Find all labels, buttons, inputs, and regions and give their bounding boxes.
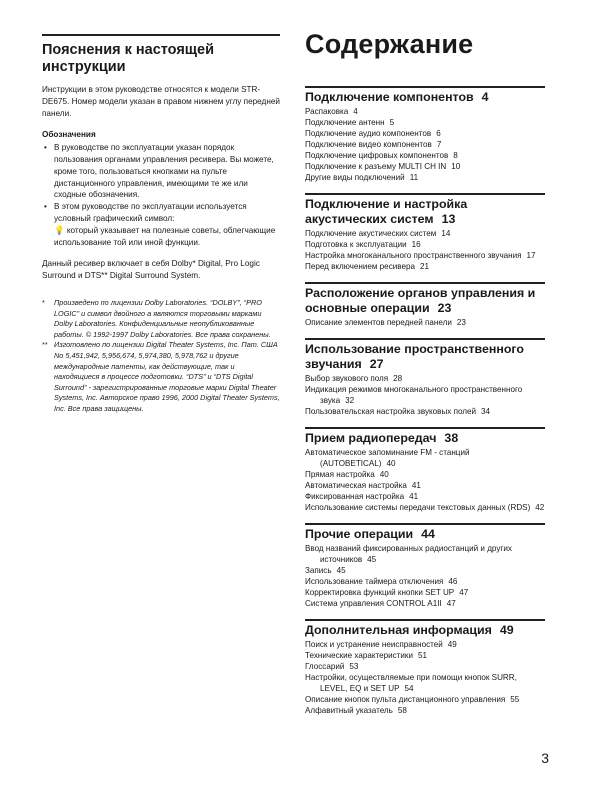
- toc-entry-text: Корректировка функций кнопки SET UP: [305, 588, 455, 597]
- section-rule: [305, 619, 545, 621]
- toc-entry: [305, 502, 545, 513]
- section-page-number: 13: [441, 212, 456, 226]
- toc-entry-text: Автоматическое запоминание FM - станций (AUTOBETICAL): [305, 448, 470, 468]
- convention-text: В руководстве по эксплуатации указан порядок пользования органами управления ресивера. Вы можете, кроме того, пользоваться кнопками на пульте дистанционного управления, имеющими те же или сходные обозначения.: [54, 143, 274, 200]
- left-title-rule: [42, 34, 280, 36]
- toc-entry-page: 5: [389, 118, 395, 127]
- section-title-text: Подключение компонентов: [305, 90, 474, 104]
- toc-entry-text: Другие виды подключений: [305, 173, 405, 182]
- footnote-text: Произведено по лицензии Dolby Laboratories. “DOLBY”, “PRO LOGIC” и символ двойного a являются торговыми марками Dolby Laboratories. Конфиденциальные неопубликованные работы. © 1992-1997 Dolby Laboratories. Все права сохранены.: [54, 297, 271, 339]
- section-rule: [305, 86, 545, 88]
- section-entries: [305, 228, 545, 272]
- toc-entry-page: 21: [419, 262, 429, 271]
- toc-entry-text: Система управления CONTROL A1II: [305, 599, 442, 608]
- section-title: [305, 286, 545, 316]
- toc-entry-text: Пользовательская настройка звуковых полей: [305, 407, 477, 416]
- convention-item: [42, 142, 280, 201]
- toc-section: [305, 338, 545, 417]
- toc-entry: [305, 261, 545, 272]
- convention-item: [42, 225, 280, 249]
- toc-entry-page: 6: [436, 129, 441, 138]
- toc-entry-page: 17: [526, 251, 536, 260]
- toc-entry-text: Поиск и устранение неисправностей: [305, 640, 443, 649]
- toc-entry-page: 7: [436, 140, 442, 149]
- toc-entry-text: Индикация режимов многоканального пространственного звука: [305, 385, 523, 405]
- toc-entry-page: 11: [409, 173, 419, 182]
- section-title-text: Расположение органов управления и основные операции: [305, 286, 536, 315]
- toc-entry-page: 41: [409, 492, 419, 501]
- section-rule: [305, 523, 545, 525]
- toc-entry-page: 28: [393, 374, 403, 383]
- toc-entry-text: Подключение видео компонентов: [305, 140, 432, 149]
- toc-entry-text: Запись: [305, 566, 332, 575]
- toc-entry: [305, 705, 545, 716]
- toc-section: [305, 193, 545, 272]
- section-title: [305, 527, 545, 542]
- footnote-mark: **: [42, 340, 48, 350]
- toc-entry: [305, 250, 545, 261]
- toc-entry: [305, 239, 545, 250]
- conventions-list: [42, 142, 280, 248]
- toc-entry: [305, 661, 545, 672]
- toc-entry-text: Использование таймера отключения: [305, 577, 444, 586]
- toc-entry-page: 16: [411, 240, 421, 249]
- section-page-number: 23: [437, 301, 452, 315]
- section-entries: [305, 543, 545, 609]
- toc-entry: [305, 694, 545, 705]
- toc-entry-text: Прямая настройка: [305, 470, 375, 479]
- section-entries: [305, 317, 545, 328]
- toc-entry-page: 41: [411, 481, 421, 490]
- toc-entry-page: 46: [448, 577, 458, 586]
- toc-entry: [305, 565, 545, 576]
- toc-entry-text: Подключение к разъему MULTI CH IN: [305, 162, 447, 171]
- toc-entry-page: 34: [481, 407, 491, 416]
- toc-entry-text: Технические характеристики: [305, 651, 413, 660]
- toc-entry: [305, 117, 545, 128]
- footnote-mark: *: [42, 297, 45, 307]
- section-title: [305, 431, 545, 446]
- toc-sections: [305, 86, 545, 716]
- toc-section: [305, 523, 545, 609]
- footnote-text: Изготовлено по лицензии Digital Theater Systems, Inc. Пат. США No 5,451,942, 5,956,674, 5,974,380, 5,978,762 и другие международные патенты, как действующие, так и находящиеся в процессе подготовки. “DTS” и “DTS Digital Surround” - зарегистрированные торговые марки Digital Theater Systems, Inc. Авторское право 1996, 2000 Digital Theater Systems, Inc. Все права защищены.: [54, 340, 280, 413]
- section-title: [305, 197, 545, 227]
- toc-entry: [305, 672, 545, 694]
- section-title-text: Дополнительная информация: [305, 623, 492, 637]
- left-title: Пояснения к настоящей инструкции: [42, 42, 215, 75]
- toc-entry-page: 32: [345, 396, 355, 405]
- footnote: [42, 340, 280, 414]
- section-title: [305, 90, 545, 105]
- toc-entry-page: 42: [535, 503, 545, 512]
- toc-entry-page: 47: [446, 599, 456, 608]
- toc-entry: [305, 469, 545, 480]
- toc-section: [305, 427, 545, 513]
- section-page-number: 4: [481, 90, 489, 104]
- toc-entry: [305, 480, 545, 491]
- section-page-number: 27: [369, 357, 384, 371]
- toc-entry-text: Настройка многоканального пространственного звучания: [305, 251, 522, 260]
- table-of-contents: [305, 24, 545, 726]
- footnote: [42, 298, 280, 340]
- toc-section: [305, 86, 545, 183]
- convention-text: который указывает на полезные советы, облегчающие использование той или иной функции.: [54, 225, 276, 247]
- toc-entry: [305, 447, 545, 469]
- tip-icon: 💡: [54, 224, 65, 235]
- intro-paragraph: Инструкции в этом руководстве относятся к модели STR-DE675. Номер модели указан в правом нижнем углу передней панели.: [42, 85, 280, 118]
- toc-entry: [305, 598, 545, 609]
- toc-entry: [305, 172, 545, 183]
- section-title-text: Прием радиопередач: [305, 431, 437, 445]
- toc-entry: [305, 650, 545, 661]
- toc-entry-page: 23: [456, 318, 466, 327]
- toc-entry-text: Подготовка к эксплуатации: [305, 240, 407, 249]
- section-rule: [305, 282, 545, 284]
- toc-entry-text: Перед включением ресивера: [305, 262, 415, 271]
- toc-entry-text: Подключение аудио компонентов: [305, 129, 432, 138]
- convention-text: В этом руководстве по эксплуатации используется условный графический символ:: [54, 202, 247, 223]
- toc-entry-text: Глоссарий: [305, 662, 345, 671]
- toc-entry-page: 53: [349, 662, 359, 671]
- toc-entry-page: 54: [404, 684, 414, 693]
- section-page-number: 44: [421, 527, 435, 541]
- section-title: [305, 623, 545, 638]
- toc-entry-page: 45: [367, 555, 377, 564]
- toc-entry: [305, 106, 545, 117]
- conventions-heading: Обозначения: [42, 130, 96, 140]
- toc-entry-text: Подключение антенн: [305, 118, 385, 127]
- page-number: 3: [541, 750, 549, 766]
- toc-entry-page: 55: [510, 695, 520, 704]
- section-entries: [305, 447, 545, 513]
- toc-section: [305, 282, 545, 328]
- toc-entry: [305, 576, 545, 587]
- toc-entry-page: 14: [441, 229, 451, 238]
- toc-entry-text: Описание элементов передней панели: [305, 318, 452, 327]
- toc-entry-page: 40: [386, 459, 396, 468]
- toc-entry-text: Подключение акустических систем: [305, 229, 437, 238]
- section-page-number: 49: [499, 623, 514, 637]
- convention-item: [42, 201, 280, 225]
- toc-entry-text: Использование системы передачи текстовых данных (RDS): [305, 503, 531, 512]
- toc-entry-page: 4: [353, 107, 358, 116]
- section-rule: [305, 193, 545, 195]
- toc-entry: [305, 317, 545, 328]
- section-title-text: Использование пространственного звучания: [305, 342, 524, 371]
- section-page-number: 38: [444, 431, 459, 445]
- toc-entry: [305, 384, 545, 406]
- toc-entry-text: Фиксированная настройка: [305, 492, 405, 501]
- toc-entry-page: 10: [451, 162, 461, 171]
- toc-entry: [305, 161, 545, 172]
- toc-entry: [305, 150, 545, 161]
- bullet-icon: •: [44, 143, 47, 153]
- toc-entry: [305, 587, 545, 598]
- toc-entry-text: Описание кнопок пульта дистанционного управления: [305, 695, 506, 704]
- toc-entry: [305, 406, 545, 417]
- toc-entry-text: Настройки, осуществляемые при помощи кнопок SURR, LEVEL, EQ и SET UP: [305, 673, 517, 693]
- dolby-note: Данный ресивер включает в себя Dolby* Digital, Pro Logic Surround и DTS** Digital Surround System.: [42, 259, 260, 281]
- toc-entry-page: 58: [397, 706, 407, 715]
- toc-entry: [305, 543, 545, 565]
- toc-entry: [305, 639, 545, 650]
- toc-entry-text: Распаковка: [305, 107, 349, 116]
- toc-entry-page: 40: [379, 470, 389, 479]
- section-title-text: Прочие операции: [305, 527, 414, 541]
- toc-entry: [305, 139, 545, 150]
- toc-entry-page: 47: [459, 588, 469, 597]
- toc-entry: [305, 128, 545, 139]
- section-rule: [305, 427, 545, 429]
- section-entries: [305, 639, 545, 716]
- toc-title: Содержание: [305, 29, 474, 59]
- section-entries: [305, 373, 545, 417]
- toc-entry: [305, 373, 545, 384]
- toc-entry-text: Ввод названий фиксированных радиостанций и других источников: [305, 544, 512, 564]
- toc-entry-text: Подключение цифровых компонентов: [305, 151, 449, 160]
- toc-entry-page: 8: [453, 151, 458, 160]
- toc-entry-page: 49: [447, 640, 457, 649]
- toc-entry-page: 51: [418, 651, 428, 660]
- toc-entry: [305, 228, 545, 239]
- toc-entry-page: 45: [336, 566, 346, 575]
- section-title-text: Подключение и настройка акустических систем: [305, 197, 468, 226]
- section-entries: [305, 106, 545, 183]
- section-title: [305, 342, 545, 372]
- toc-entry-text: Автоматическая настройка: [305, 481, 407, 490]
- section-rule: [305, 338, 545, 340]
- bullet-icon: •: [44, 202, 47, 212]
- toc-section: [305, 619, 545, 716]
- toc-entry-text: Выбор звукового поля: [305, 374, 389, 383]
- toc-entry-text: Алфавитный указатель: [305, 706, 393, 715]
- toc-entry: [305, 491, 545, 502]
- left-column: [42, 34, 280, 414]
